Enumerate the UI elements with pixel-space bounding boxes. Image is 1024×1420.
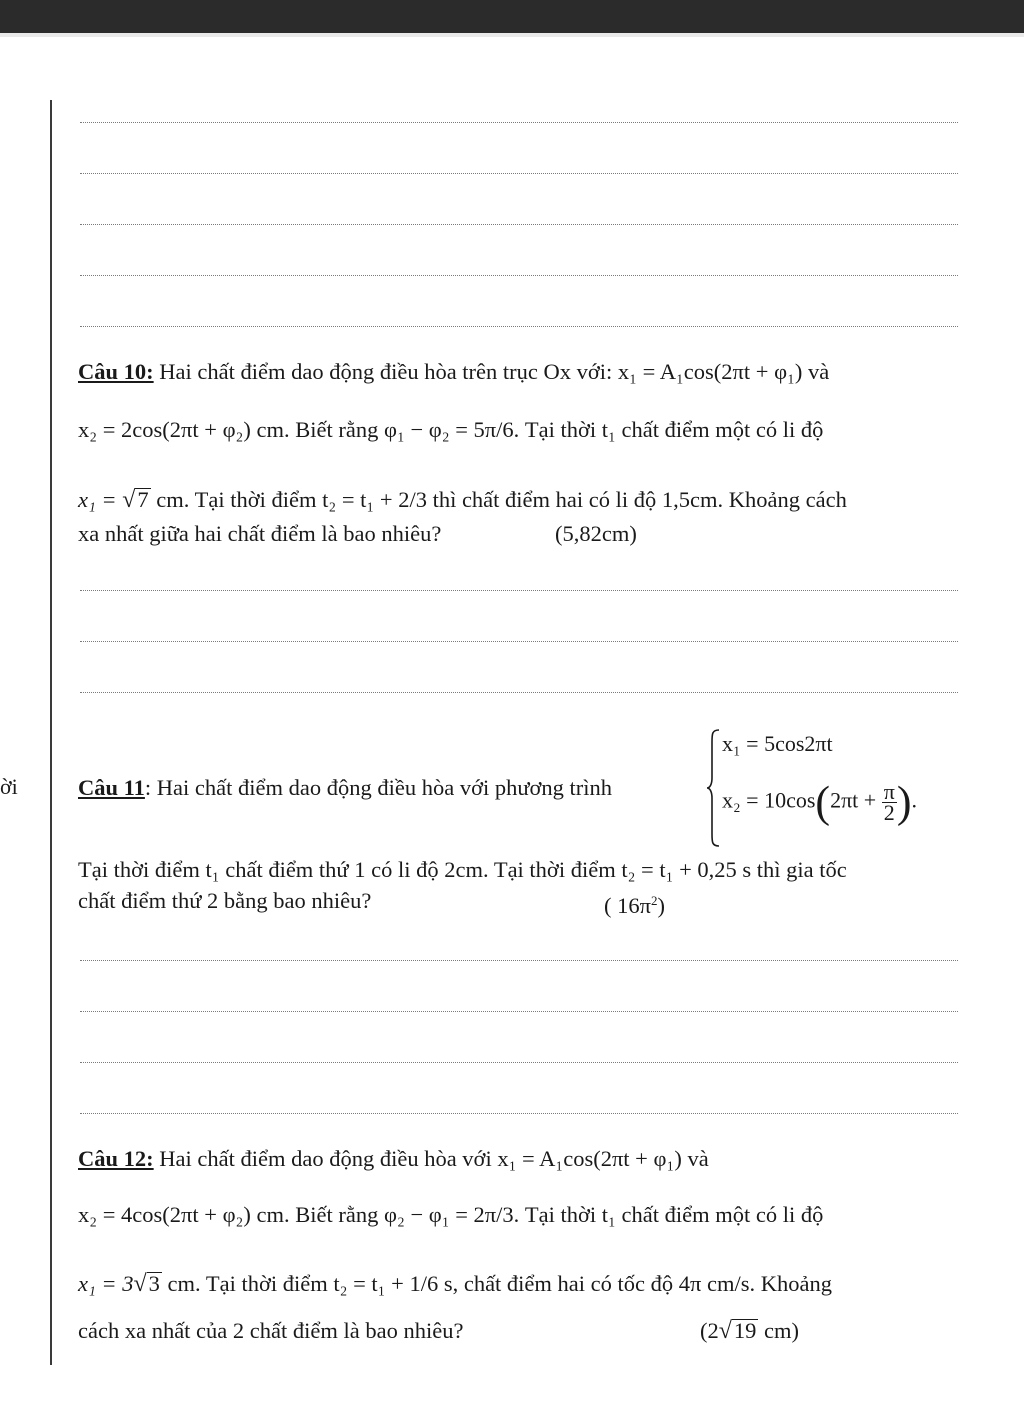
q10-text: cm. Biết rằng <box>250 417 384 442</box>
q12-line4 <box>78 1316 463 1346</box>
dotted-answer-line <box>80 1062 958 1063</box>
paren-open: ( <box>815 777 831 827</box>
sqrt-symbol: √19 <box>718 1318 757 1344</box>
q10-text: và <box>802 359 830 384</box>
q12-line2 <box>78 1200 823 1230</box>
frac-numerator: π <box>883 779 895 804</box>
q11-system-inner: 2πt + <box>830 787 882 813</box>
q10-sqrt-value: 7 <box>137 487 149 512</box>
dotted-answer-line <box>80 122 958 123</box>
q12-text: cm. Biết rằng <box>250 1202 384 1227</box>
q12-text: Hai chất điểm dao động điều hòa với <box>153 1146 498 1171</box>
q11-system-lhs: x₂ = 10cos <box>722 787 816 813</box>
frac-denominator: 2 <box>883 800 895 825</box>
q12-eq-x1: x₁ = A₁cos(2πt + φ₁) <box>497 1146 682 1171</box>
dotted-answer-line <box>80 1011 958 1012</box>
q10-line4 <box>78 519 441 549</box>
q10-line2 <box>78 415 823 445</box>
q11-system-eq1: x₁ = 5cos2πt <box>722 731 833 756</box>
paren-close: ) <box>896 777 912 827</box>
q10-label: Câu 10: <box>78 359 154 384</box>
q10-line3 <box>78 485 847 515</box>
q10-text: cm. Tại thời điểm t₂ = t₁ + 2/3 thì chất điểm hai có li độ 1,5cm. Khoảng cách <box>150 487 847 512</box>
q11-line3 <box>78 886 371 916</box>
q10-eq-x1: x₁ = A₁cos(2πt + φ₁) <box>617 359 803 384</box>
q11-label: Câu 11 <box>78 775 145 800</box>
q11-line1 <box>78 773 612 803</box>
dotted-answer-line <box>80 960 958 961</box>
dotted-answer-line <box>80 326 958 327</box>
q12-answer-sqrt: 19 <box>733 1318 757 1343</box>
q10-eq-phase: φ₁ − φ₂ = 5π/6 <box>384 417 514 442</box>
sqrt-symbol: √3 <box>133 1271 160 1297</box>
q12-sqrt-value: 3 <box>148 1271 160 1296</box>
q12-eq-phase: φ₂ − φ₁ = 2π/3 <box>384 1202 514 1227</box>
dotted-answer-line <box>80 641 958 642</box>
q11-line2 <box>78 855 847 885</box>
q11-answer-close: ) <box>657 893 665 918</box>
dotted-answer-line <box>80 173 958 174</box>
sqrt-symbol: √7 <box>122 487 149 513</box>
top-light-strip <box>0 33 1024 37</box>
q12-text: cm. Tại thời điểm t₂ = t₁ + 1/6 s, chất điểm hai có tốc độ 4π cm/s. Khoảng <box>161 1271 832 1296</box>
q10-eq-x2: x₂ = 2cos(2πt + φ₂) <box>78 417 251 442</box>
dotted-answer-line <box>80 1113 958 1114</box>
q11-answer-exponent: 2 <box>650 893 658 908</box>
q12-line3 <box>78 1269 832 1299</box>
q11-text: : Hai chất điểm dao động điều hòa với phương trình <box>144 775 613 800</box>
q10-answer: (5,82cm) <box>555 521 637 546</box>
q11-answer-value: ( 16π <box>604 893 651 918</box>
q10-text: . Tại thời t₁ chất điểm một có li độ <box>513 417 824 442</box>
q12-eq-x2: x₂ = 4cos(2πt + φ₂) <box>78 1202 251 1227</box>
q10-text: Hai chất điểm dao động điều hòa trên trục Ox với: <box>153 359 618 384</box>
dotted-answer-line <box>80 224 958 225</box>
q12-answer-open: (2 <box>700 1318 719 1343</box>
q10-line1 <box>78 357 829 387</box>
system-brace <box>706 728 720 848</box>
q11-text: Tại thời điểm t₁ chất điểm thứ 1 có li độ 2cm. Tại thời điểm t₂ = t₁ + 0,25 s thì gia tốc <box>78 857 847 882</box>
q12-eq-x1-val: x₁ = 3 <box>78 1271 134 1296</box>
dotted-answer-line <box>80 275 958 276</box>
q11-system-eq2 <box>722 777 917 827</box>
q12-label: Câu 12: <box>78 1146 154 1171</box>
margin-rule <box>50 100 52 1365</box>
q10-text: xa nhất giữa hai chất điểm là bao nhiêu? <box>78 521 442 546</box>
q12-text: và <box>681 1146 709 1171</box>
q12-line1 <box>78 1144 709 1174</box>
q12-answer <box>700 1316 799 1346</box>
q11-text: chất điểm thứ 2 bằng bao nhiêu? <box>78 888 372 913</box>
dotted-answer-line <box>80 692 958 693</box>
left-margin-fragment: ời <box>0 774 18 799</box>
top-dark-bar <box>0 0 1024 33</box>
fraction <box>882 779 897 825</box>
q12-answer-close: cm) <box>758 1318 800 1343</box>
q10-eq-x1-val: x₁ = <box>78 487 123 512</box>
q12-text: cách xa nhất của 2 chất điểm là bao nhiêu? <box>78 1318 464 1343</box>
q11-answer <box>604 886 665 921</box>
q12-text: . Tại thời t₁ chất điểm một có li độ <box>513 1202 824 1227</box>
q11-system-end: . <box>911 787 917 813</box>
dotted-answer-line <box>80 590 958 591</box>
